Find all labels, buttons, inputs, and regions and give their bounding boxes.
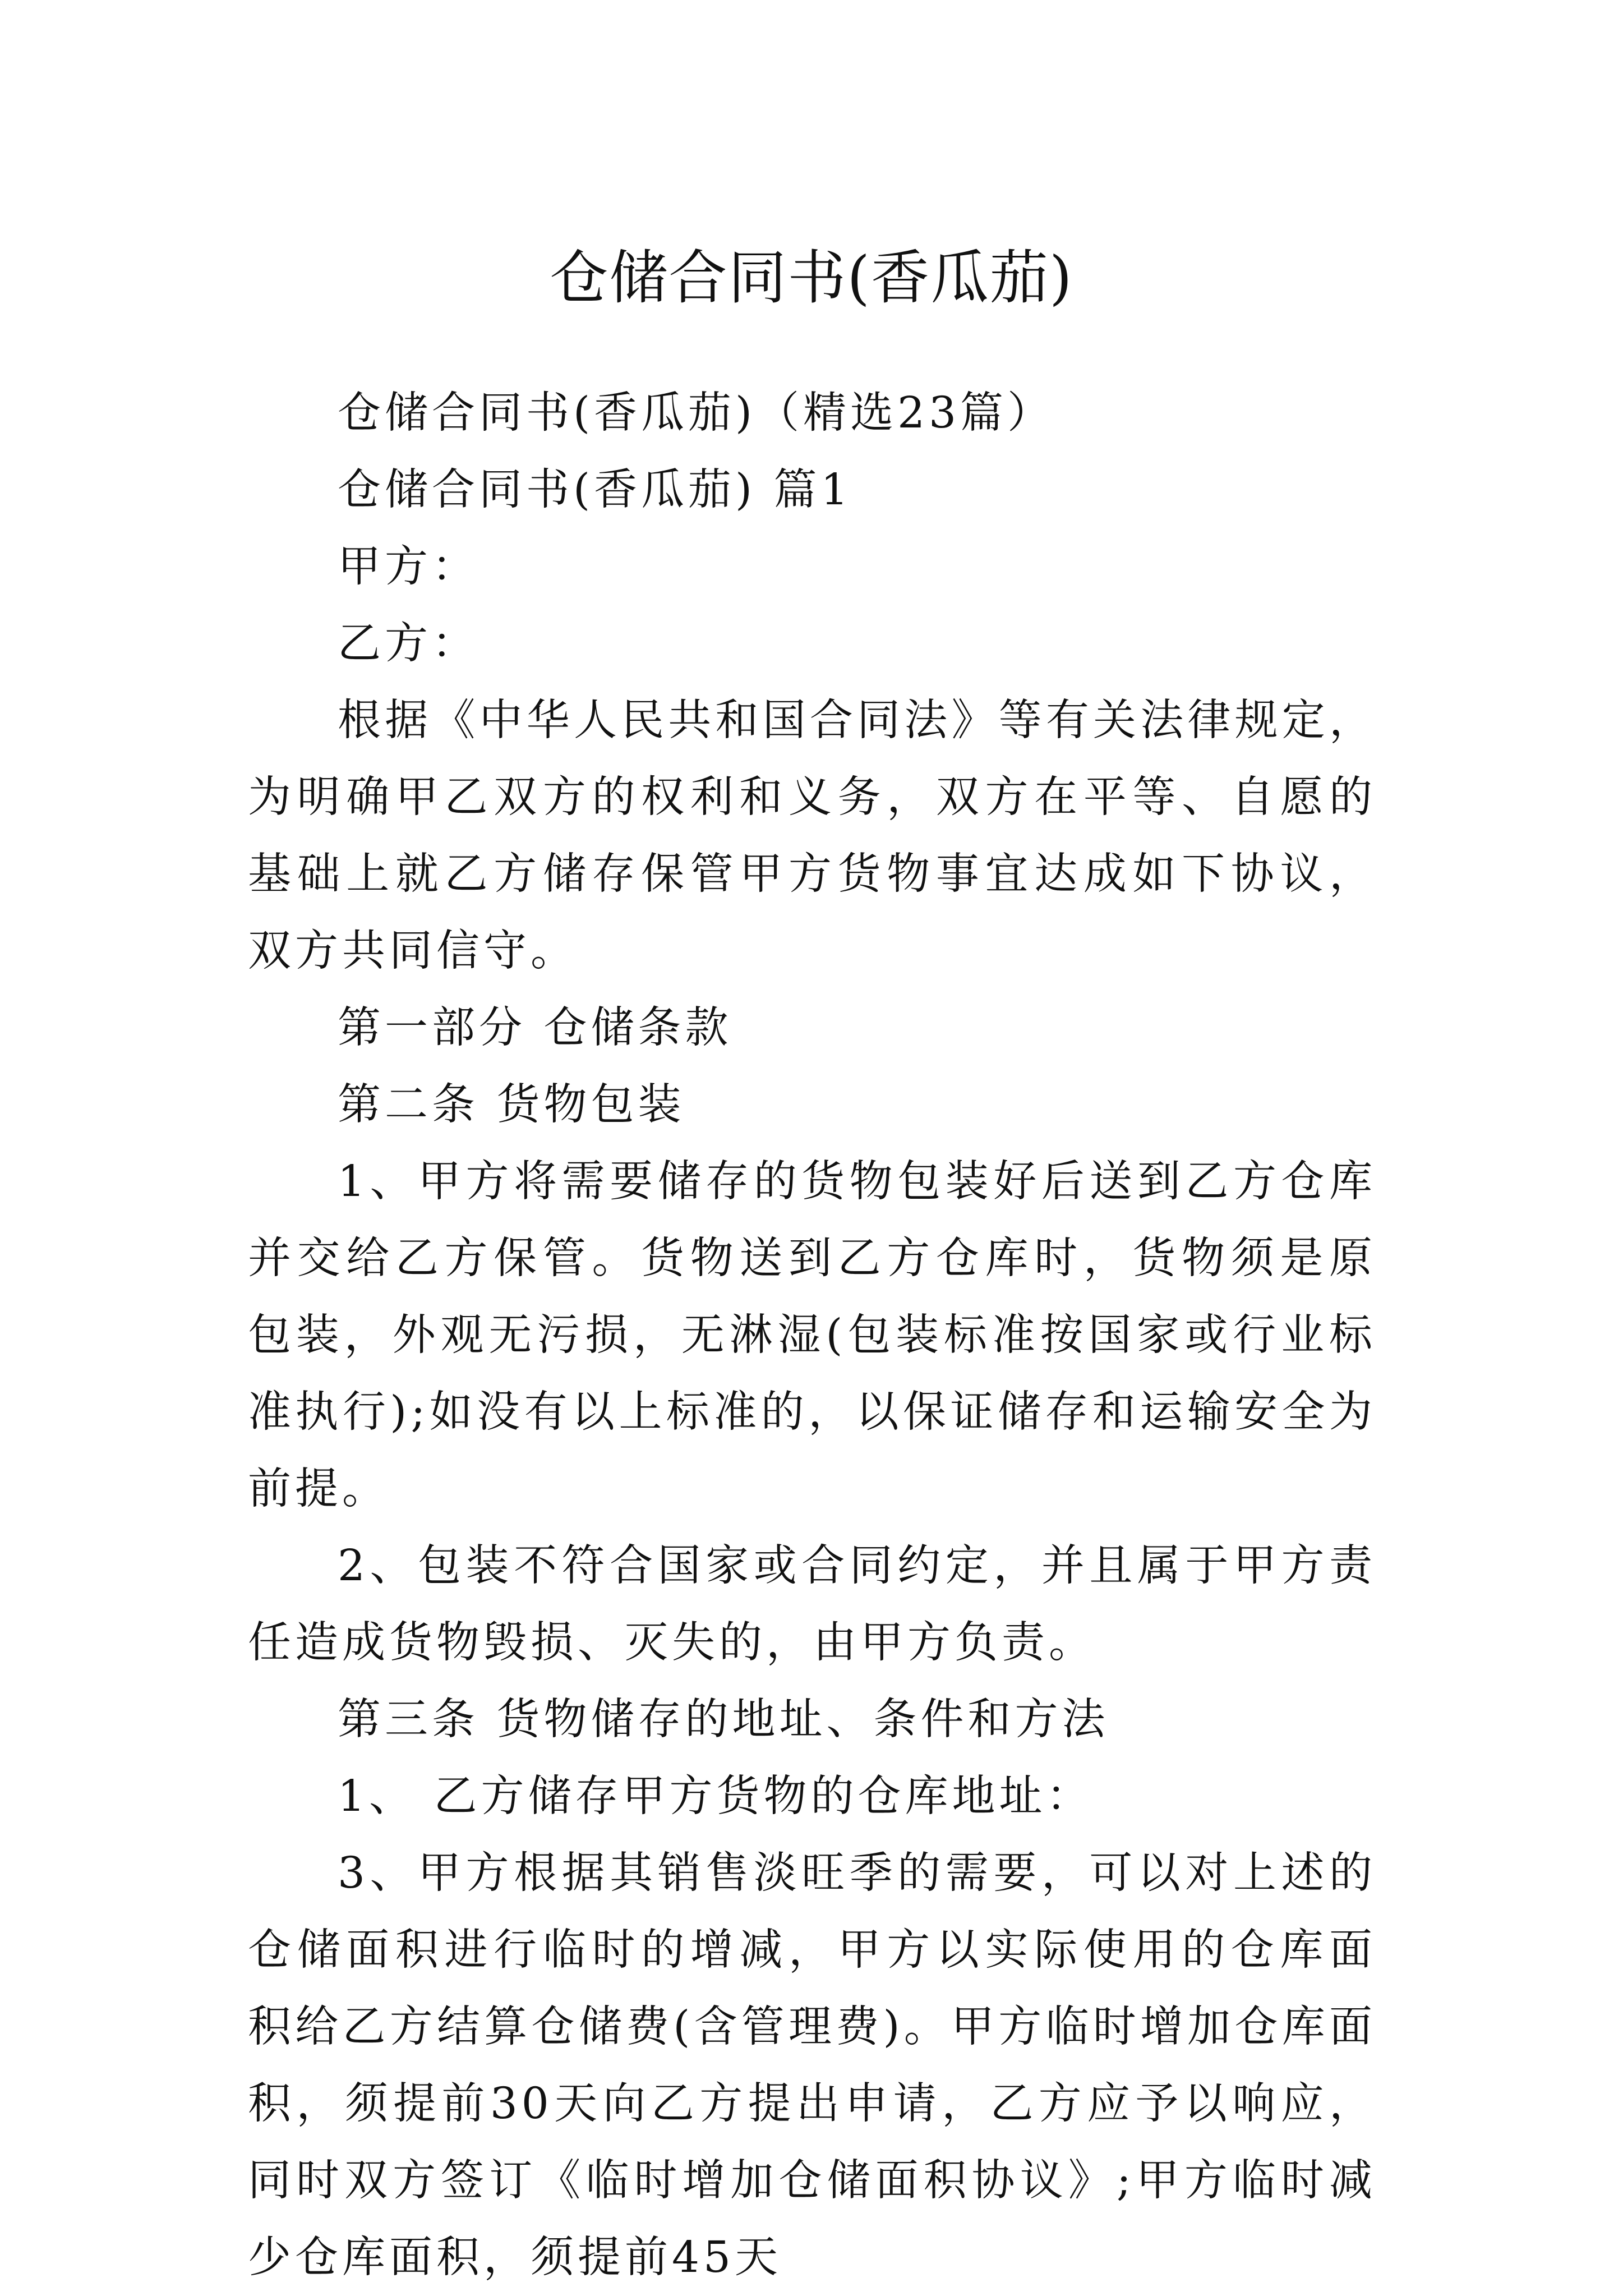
document-body [248, 375, 1376, 2296]
paragraph-article-two-heading: 第二条 货物包装 [338, 1080, 685, 1130]
paragraph-article-three-item-one: 1、 乙方储存甲方货物的仓库地址： [338, 1772, 1094, 1821]
document-title: 仓储合同书(香瓜茄) [550, 243, 1073, 312]
paragraph-preamble: 根据《中华人民共和国合同法》等有关法律规定，为明确甲乙双方的权利和义务，双方在平等、自愿的基础上就乙方储存保管甲方货物事宜达成如下协议，双方共同信守。 [248, 696, 1376, 976]
paragraph-party-a: 甲方： [338, 542, 479, 592]
paragraph-article-two-item-two: 2、包装不符合国家或合同约定，并且属于甲方责任造成货物毁损、灭失的，由甲方负责。 [248, 1541, 1376, 1668]
paragraph-article-two-item-one: 1、甲方将需要储存的货物包装好后送到乙方仓库并交给乙方保管。货物送到乙方仓库时，货物须是原包装，外观无污损，无淋湿(包装标准按国家或行业标准执行);如没有以上标准的，以保证储存和运输安全为前提。 [248, 1157, 1376, 1514]
paragraph-article-heading: 仓储合同书(香瓜茄) 篇1 [338, 465, 852, 515]
paragraph-article-three-heading: 第三条 货物储存的地址、条件和方法 [338, 1695, 1109, 1745]
paragraph-collection-title: 仓储合同书(香瓜茄)（精选23篇） [338, 388, 1055, 438]
paragraph-article-three-item-three: 3、甲方根据其销售淡旺季的需要，可以对上述的仓储面积进行临时的增减，甲方以实际使用的仓库面积给乙方结算仓储费(含管理费)。甲方临时增加仓库面积，须提前30天向乙方提出申请，乙方应予以响应，同时双方签订《临时增加仓储面积协议》;甲方临时减少仓库面积，须提前45天 [248, 1848, 1376, 2283]
paragraph-part-one-heading: 第一部分 仓储条款 [338, 1003, 732, 1053]
paragraph-party-b: 乙方： [338, 619, 479, 669]
